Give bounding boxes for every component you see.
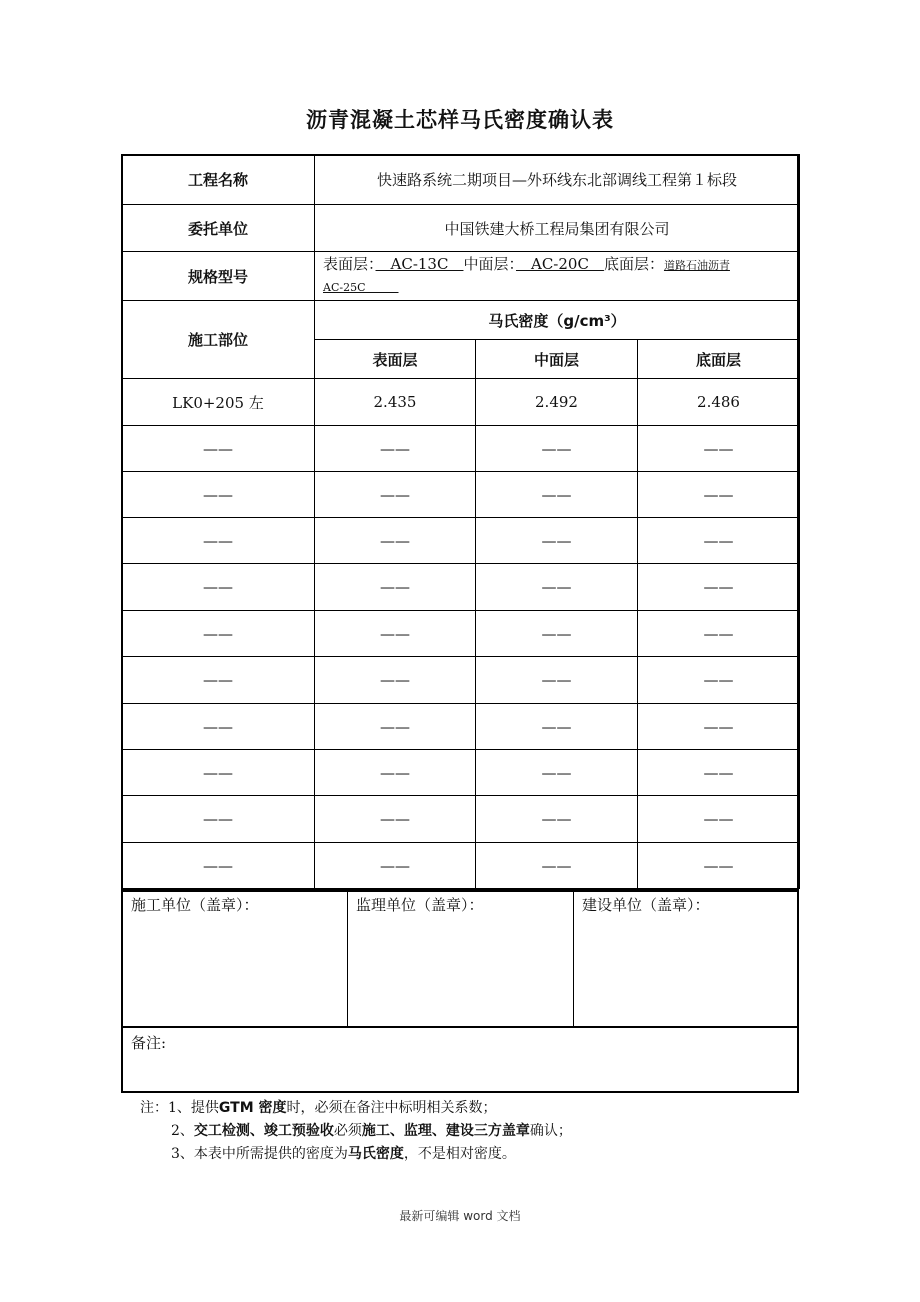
client-label: 委托单位 (122, 205, 315, 252)
location-cell: —— (122, 426, 315, 472)
remarks-label: 备注: (131, 1034, 167, 1052)
bottom-layer-value: 道路石油沥青 (663, 259, 730, 272)
middle-layer-value: AC-20C (515, 255, 604, 273)
surface-layer-label: 表面层： (323, 255, 376, 273)
bottom-density-cell: —— (638, 564, 800, 611)
middle-density-cell: —— (476, 611, 638, 657)
middle-layer-header: 中面层 (476, 340, 638, 379)
location-label: 施工部位 (122, 301, 315, 379)
middle-density-cell: —— (476, 796, 638, 843)
surface-density-cell: —— (315, 750, 476, 796)
bottom-layer-header: 底面层 (638, 340, 800, 379)
footnote-text: ，不是相对密度。 (403, 1146, 516, 1162)
footnote-emphasis: GTM 密度 (218, 1100, 287, 1116)
footnote-text: 注：1、提供 (140, 1100, 219, 1116)
bottom-density-cell: —— (638, 657, 800, 704)
location-cell: —— (122, 704, 315, 750)
middle-layer-label: 中面层： (463, 255, 516, 273)
bottom-density-cell: —— (638, 426, 800, 472)
bottom-density-cell: —— (638, 796, 800, 843)
footnote-text: 确认； (529, 1123, 572, 1139)
spec-label: 规格型号 (122, 252, 315, 301)
middle-density-cell: —— (476, 426, 638, 472)
footnote-text: 3、本表中所需提供的密度为 (171, 1146, 348, 1162)
footnote-1 (140, 1097, 572, 1120)
bottom-density-cell: —— (638, 750, 800, 796)
surface-density-cell: —— (315, 611, 476, 657)
client-value: 中国铁建大桥工程局集团有限公司 (315, 205, 800, 252)
bottom-density-cell: —— (638, 843, 800, 889)
location-cell: —— (122, 657, 315, 704)
bottom-layer-value-2: AC-25C (323, 281, 399, 294)
middle-density-cell: —— (476, 704, 638, 750)
owner-signature-box (573, 889, 799, 1027)
location-cell: —— (122, 472, 315, 518)
middle-density-cell: —— (476, 564, 638, 611)
project-value: 快速路系统二期项目—外环线东北部调线工程第１标段 (315, 155, 800, 205)
middle-density-cell: —— (476, 657, 638, 704)
bottom-density-cell: —— (638, 611, 800, 657)
footnote-text: 必须 (333, 1123, 362, 1139)
middle-density-cell: —— (476, 472, 638, 518)
supervision-signature-label: 监理单位（盖章）： (356, 896, 484, 914)
surface-density-cell: —— (315, 843, 476, 889)
project-label: 工程名称 (122, 155, 315, 205)
location-cell: —— (122, 518, 315, 564)
surface-density-cell: —— (315, 796, 476, 843)
location-cell: LK0+205 左 (122, 379, 315, 426)
density-header: 马氏密度（g/cm³） (315, 301, 800, 340)
footnote-emphasis: 马氏密度 (347, 1146, 404, 1162)
surface-density-cell: 2.435 (315, 379, 476, 426)
footnote-text: 2、 (171, 1123, 194, 1139)
supervision-signature-box (347, 889, 574, 1027)
footnote-emphasis: 施工、监理、建设三方盖章 (361, 1123, 530, 1139)
middle-density-cell: —— (476, 843, 638, 889)
footnote-3 (140, 1143, 572, 1166)
bottom-layer-label: 底面层： (603, 255, 664, 273)
footnote-2 (140, 1120, 572, 1143)
location-cell: —— (122, 843, 315, 889)
construction-signature-label: 施工单位（盖章）： (131, 896, 259, 914)
location-cell: —— (122, 796, 315, 843)
bottom-density-cell: —— (638, 472, 800, 518)
location-cell: —— (122, 750, 315, 796)
page-title: 沥青混凝土芯样马氏密度确认表 (306, 108, 614, 132)
bottom-density-cell: —— (638, 704, 800, 750)
footnotes (140, 1097, 572, 1166)
table-outer-border (121, 154, 799, 892)
remarks-box (121, 1026, 799, 1093)
location-cell: —— (122, 611, 315, 657)
surface-layer-value: AC-13C (375, 255, 464, 273)
surface-density-cell: —— (315, 657, 476, 704)
owner-signature-label: 建设单位（盖章）： (582, 896, 710, 914)
location-cell: —— (122, 564, 315, 611)
page-footer: 最新可编辑 word 文档 (399, 1209, 521, 1223)
surface-density-cell: —— (315, 704, 476, 750)
construction-signature-box (121, 889, 348, 1027)
middle-density-cell: —— (476, 750, 638, 796)
bottom-density-cell: —— (638, 518, 800, 564)
surface-layer-header: 表面层 (315, 340, 476, 379)
footnote-text: 时，必须在备注中标明相关系数； (286, 1100, 497, 1116)
surface-density-cell: —— (315, 518, 476, 564)
middle-density-cell: —— (476, 518, 638, 564)
surface-density-cell: —— (315, 564, 476, 611)
middle-density-cell: 2.492 (476, 379, 638, 426)
surface-density-cell: —— (315, 426, 476, 472)
bottom-density-cell: 2.486 (638, 379, 800, 426)
footnote-emphasis: 交工检测、竣工预验收 (193, 1123, 334, 1139)
surface-density-cell: —— (315, 472, 476, 518)
